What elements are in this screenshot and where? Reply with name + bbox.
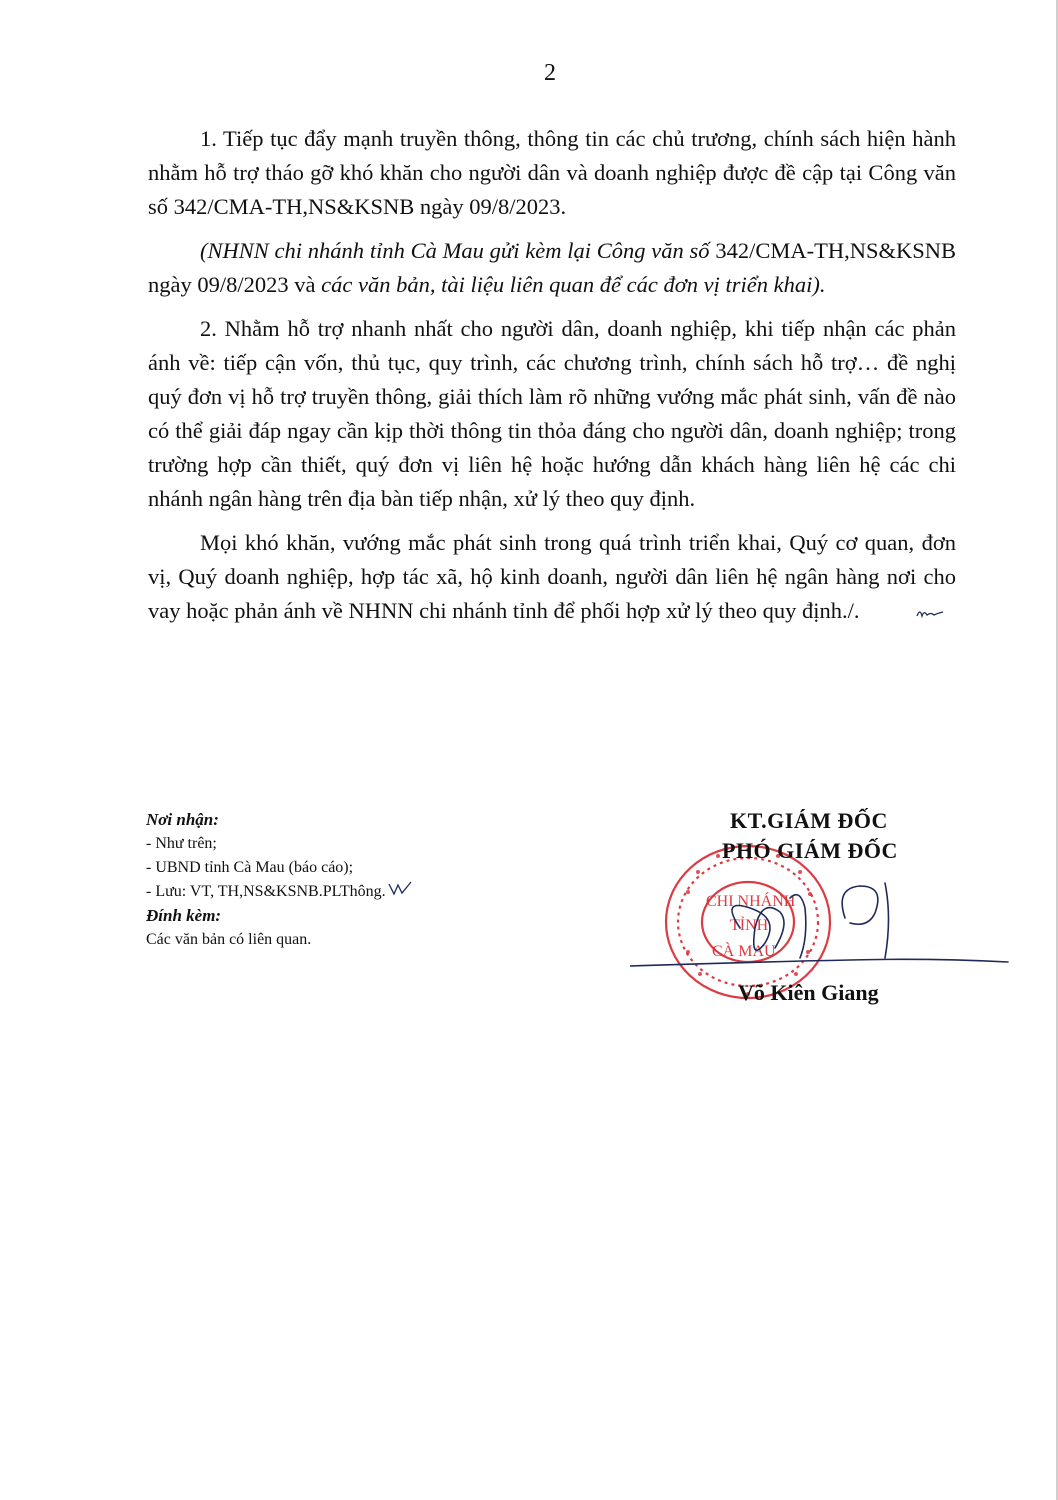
initial-mark-icon [863, 596, 945, 630]
signer-title-1: KT.GIÁM ĐỐC [730, 808, 888, 833]
seal-text-1: CHI NHÁNH [706, 893, 796, 910]
recipients-heading: Nơi nhận: [146, 810, 219, 829]
seal-text-3: CÀ MAU [712, 943, 776, 960]
recipient-line-2: - UBND tỉnh Cà Mau (báo cáo); [146, 859, 354, 876]
attachment-text: Các văn bản có liên quan. [146, 931, 312, 949]
attachment-heading: Đính kèm: [146, 906, 222, 926]
paragraph-3: 2. Nhằm hỗ trợ nhanh nhất cho người dân, doanh nghiệp, khi tiếp nhận các phản ánh về: tiếp cận vốn, thủ tục, quy trình, các chương trình, chính sách hỗ trợ… đề nghị quý đơn vị hỗ trợ truyền thông, giải thích làm rõ những vướng mắc phát sinh, vấn đề nào có thể giải đáp ngay cần kịp thời thông tin thỏa đáng cho người dân, doanh nghiệp; trong trường hợp cần thiết, quý đơn vị liên hệ hoặc hướng dẫn khách hàng liên hệ các chi nhánh ngân hàng trên địa bàn tiếp nhận, xử lý theo quy định. [148, 316, 956, 511]
handwritten-signature-icon [630, 868, 1010, 983]
recipient-line-1: - Như trên; [146, 835, 217, 852]
recipient-line-3-text: - Lưu: VT, TH,NS&KSNB.PLThông. [146, 883, 386, 900]
paragraph-4 [148, 526, 956, 630]
recipients-block [146, 808, 414, 952]
signature-block [630, 808, 1010, 1028]
signer-title-2: PHÓ GIÁM ĐỐC [722, 838, 898, 863]
paragraph-2 [148, 234, 956, 302]
initial-mark-small-icon [386, 880, 414, 904]
page-number: 2 [544, 60, 556, 86]
recipient-line-3 [146, 880, 414, 904]
paragraph-2-italic-a: (NHNN chi nhánh tỉnh Cà Mau gửi kèm lại Công văn số [200, 238, 716, 263]
paragraph-1: 1. Tiếp tục đẩy mạnh truyền thông, thông tin các chủ trương, chính sách hiện hành nhằm hỗ trợ tháo gỡ khó khăn cho người dân và doanh nghiệp được đề cập tại Công văn số 342/CMA-TH,NS&KSNB ngày 09/8/2023. [148, 126, 956, 219]
paragraph-4-text: Mọi khó khăn, vướng mắc phát sinh trong quá trình triển khai, Quý cơ quan, đơn vị, Quý doanh nghiệp, hợp tác xã, hộ kinh doanh, người dân liên hệ ngân hàng nơi cho vay hoặc phản ánh về NHNN chi nhánh tỉnh để phối hợp xử lý theo quy định./. [148, 530, 956, 623]
paragraph-2-italic-c: các văn bản, tài liệu liên quan để các đơn vị triển khai). [321, 272, 826, 297]
paragraph-2-regular: 342/CMA-TH,NS&KSNB ngày 09/8/2023 và [148, 238, 956, 297]
document-body [148, 122, 956, 630]
signer-name: Võ Kiên Giang [738, 980, 879, 1005]
seal-text-2: TỈNH [730, 917, 769, 934]
